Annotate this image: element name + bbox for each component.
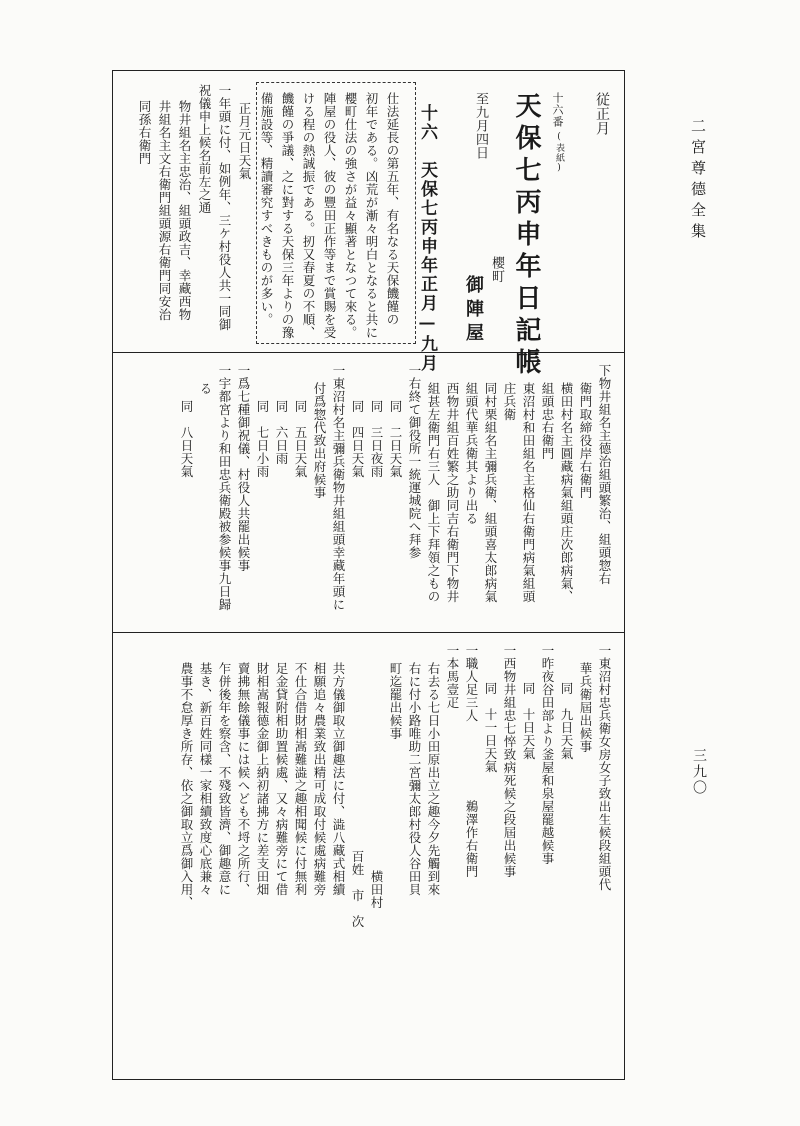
text-column: 一東沼村忠兵衛女房女子致出生候段組頭代	[597, 644, 612, 891]
editor-note-line: 備施設等、精讀審究すべきものが多い。	[259, 92, 274, 326]
diary-to: 至九月四日	[473, 92, 488, 160]
editor-note-line: ける程の熱誠振である。扨又春夏の不順、	[301, 92, 316, 339]
text-column: 同 四日天氣	[350, 400, 365, 478]
diary-village: 櫻町	[489, 256, 504, 283]
diary-office: 御陣屋	[463, 275, 484, 347]
text-column: 町迄罷出候事	[388, 662, 403, 740]
text-column: 西物井組百姓繁之助同吉右衛門下物井	[445, 382, 460, 603]
text-column: 同 九日天氣	[559, 682, 574, 760]
diary-order: 十六番	[551, 92, 564, 128]
text-column: 同 五日天氣	[293, 400, 308, 478]
text-column: 一職人足三人 鵜澤作右衛門	[464, 644, 479, 878]
text-column: 一爲七種御祝儀、村役人共罷出候事	[236, 364, 251, 572]
text-column: 横田村	[369, 870, 384, 909]
text-column: 右に付小路唯助二宮彌太郎村役人谷田貝	[407, 662, 422, 896]
text-column: 一東沼村名主彌兵衛物井組組頭幸藏年頭に	[331, 364, 346, 611]
text-column: 組頭忠右衛門	[540, 382, 555, 460]
text-column: 同 八日天氣	[179, 400, 194, 478]
text-column: 農事不怠厚き所存、依之御取立爲御入用、	[179, 662, 194, 909]
editor-note-line: 陣屋の役人、彼の豐田正作等まで賞賜を受	[322, 92, 337, 339]
text-column: 井組名主文右衛門組頭源右衛門同安治	[157, 100, 172, 321]
text-column: 共方儀御取立御趣法に付、澁八藏式相續	[331, 662, 346, 896]
editor-note-line: 櫻町仕法の強さが益々顯著となつて來る。	[343, 92, 358, 339]
editor-note-line: 饑饉の爭議、之に對する天保三年よりの豫	[280, 92, 295, 339]
text-column: 財相嵩報德金御上納初諸拂方に差支田畑	[255, 662, 270, 896]
text-column: 同孫右衛門	[137, 100, 152, 165]
text-column: 賣拂無餘儀事には候へども不埒之所行、	[236, 662, 251, 896]
diary-order-note: (表紙)	[554, 132, 564, 174]
text-column: 祝儀申上候名前左之通	[197, 84, 212, 214]
text-column: 物井組名主忠治、組頭政吉、幸藏西物	[177, 100, 192, 321]
text-column: 下物井組名主德治組頭繁治、組頭惣右	[597, 364, 612, 585]
editor-note-line: 初年である。凶荒が漸々明白となると共に	[364, 92, 379, 339]
middle-divider	[112, 632, 625, 633]
text-column: 一昨夜谷田部より釜屋和泉屋罷越候事	[540, 644, 555, 865]
text-column: 同 十一日天氣	[483, 682, 498, 773]
text-column: 衛門取締役岸右衛門	[578, 382, 593, 499]
text-column: 庄兵衛	[502, 382, 517, 421]
text-column: 一西物井組忠七悴致病死候之段屆出候事	[502, 644, 517, 878]
diary-from: 従正月	[594, 92, 610, 136]
text-column: 百姓 市 次	[350, 850, 365, 928]
text-column: 一年頭に付、如例年、三ケ村役人共一同御	[217, 84, 232, 331]
folio-number: 三九〇	[691, 748, 707, 796]
chapter-title: 十六 天保七丙申年正月—九月	[417, 104, 437, 373]
text-column: 同 二日天氣	[388, 400, 403, 478]
text-column: 同 三日夜雨	[369, 400, 384, 478]
text-column: 不仕合借財相嵩難澁之趣相聞候に付無利	[293, 662, 308, 896]
upper-divider	[112, 352, 625, 353]
text-column: 一本馬壹疋	[445, 644, 460, 709]
text-column: 正月元日天氣	[237, 102, 252, 180]
editor-note-line: 仕法延長の第五年、有名なる天保饑饉の	[385, 92, 400, 326]
text-column: 華兵衛屆出候事	[578, 662, 593, 753]
text-column: る	[198, 382, 213, 395]
text-column: 基き、新百姓同樣一家相續致度心底兼々	[198, 662, 213, 896]
text-column: 東沼村和田組名主格仙右衛門病氣組頭	[521, 382, 536, 603]
text-column: 一宇都宮より和田忠兵衛殿被参候事九日歸	[217, 364, 232, 611]
text-column: 同村栗組名主彌兵衛、組頭喜太郎病氣	[483, 382, 498, 603]
text-column: 同 七日小雨	[255, 400, 270, 478]
text-column: 横田村名主圓藏病氣組頭庄次郎病氣、	[559, 382, 574, 603]
diary-title: 天保七丙申年日記帳	[511, 92, 541, 380]
text-column: 右去る七日小田原出立之趣今夕先觸到來	[426, 662, 441, 896]
text-column: 同 六日雨	[274, 400, 289, 465]
text-column: 相願追々農業致出精可成取付候處病難旁	[312, 662, 327, 896]
text-column: 組甚左衛門右三人 御上下拜領之もの	[426, 382, 441, 603]
text-column: 組頭代華兵衛其より出る	[464, 382, 479, 525]
text-column: 付爲惣代致出府候事	[312, 382, 327, 499]
text-column: 足金貸附相助置候處、又々病難旁にて借	[274, 662, 289, 896]
text-column: 一右終て御役所一統運城院へ拜参	[407, 364, 422, 559]
text-column: 乍併後年を察含、不殘致皆濟、御趣意に	[217, 662, 232, 896]
running-head: 二宮尊德全集	[689, 118, 707, 244]
text-column: 同 十日天氣	[521, 682, 536, 760]
